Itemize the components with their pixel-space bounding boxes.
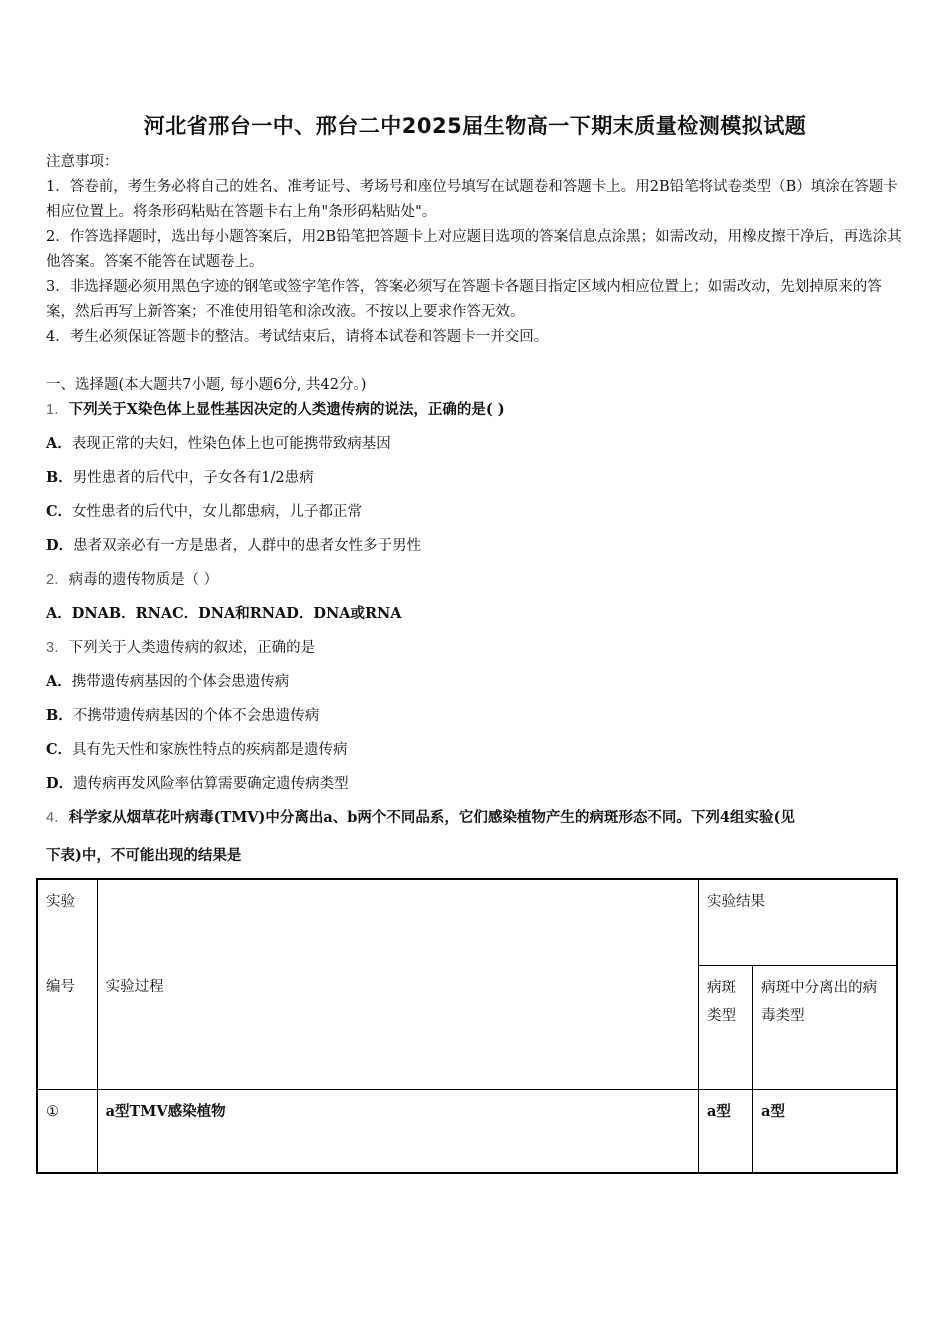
header-id-cell: 实验 编号 [37,879,97,1090]
question-number: 1． [46,402,69,418]
notice-item: 2．作答选择题时，选出每小题答案后，用2B铅笔把答题卡上对应题目选项的答案信息点涂黑；如需改动，用橡皮擦干净后，再选涂其他答案。答案不能答在试题卷上。 [46,229,902,270]
notice-heading: 注意事项： [46,154,119,170]
notice-item: 3．非选择题必须用黑色字迹的钢笔或签字笔作答，答案必须写在答题卡各题目指定区域内相应位置上；如需改动，先划掉原来的答案，然后再写上新答案；不准使用铅笔和涂改液。不按以上要求作答无效。 [46,279,882,320]
question-1-option-b: B．男性患者的后代中，子女各有1/2患病 [46,469,314,486]
header-process-cell: 实验过程 [97,879,698,1090]
question-1-option-d: D．患者双亲必有一方是患者，人群中的患者女性多于男性 [46,537,422,554]
notice-item: 1．答卷前，考生务必将自己的姓名、准考证号、考场号和座位号填写在试题卷和答题卡上。用2B铅笔将试卷类型（B）填涂在答题卡相应位置上。将条形码粘贴在答题卡右上角"条形码粘贴处"。 [46,179,898,220]
notice-section [46,150,908,350]
question-3-option-d: D．遗传病再发风险率估算需要确定遗传病类型 [46,775,349,792]
question-4-stem: 4．科学家从烟草花叶病毒(TMV)中分离出a、b两个不同品系，它们感染植物产生的病斑形态不同。下列4组实验(见 [46,809,795,826]
question-1-option-c: C．女性患者的后代中，女儿都患病，儿子都正常 [46,503,363,520]
question-1-option-a: A．表现正常的夫妇，性染色体上也可能携带致病基因 [46,435,391,452]
header-virus-cell: 病斑中分离出的病毒类型 [753,966,897,1090]
question-1-stem: 1．下列关于X染色体上显性基因决定的人类遗传病的说法，正确的是( ) [46,401,505,418]
header-type-cell: 病斑类型 [699,966,753,1090]
section-heading: 一、选择题(本大题共7小题, 每小题6分, 共42分。) [46,377,367,393]
question-number: 3． [46,640,69,656]
question-number: 2． [46,572,69,588]
row-id-cell: ① [37,1090,97,1174]
question-2-stem: 2．病毒的遗传物质是（ ） [46,572,219,588]
question-4-stem-continued: 下表)中，不可能出现的结果是 [46,847,242,864]
notice-item: 4．考生必须保证答题卡的整洁。考试结束后，请将本试卷和答题卡一并交回。 [46,329,549,345]
question-3-option-a: A．携带遗传病基因的个体会患遗传病 [46,673,290,690]
question-2-options: A．DNAB．RNAC．DNA和RNAD．DNA或RNA [46,605,402,622]
header-result-cell: 实验结果 [699,879,897,966]
question-3-option-c: C．具有先天性和家族性特点的疾病都是遗传病 [46,741,348,758]
table-row [37,1090,897,1174]
question-3-option-b: B．不携带遗传病基因的个体不会患遗传病 [46,707,320,724]
row-virus-cell: a型 [753,1090,897,1174]
row-process-cell: a型TMV感染植物 [97,1090,698,1174]
table-header-row [37,879,897,966]
question-3-stem: 3．下列关于人类遗传病的叙述，正确的是 [46,640,316,656]
row-type-cell: a型 [699,1090,753,1174]
question-number: 4． [46,810,69,826]
experiment-table [36,878,898,1174]
page-title: 河北省邢台一中、邢台二中2025届生物高一下期末质量检测模拟试题 [143,114,807,138]
